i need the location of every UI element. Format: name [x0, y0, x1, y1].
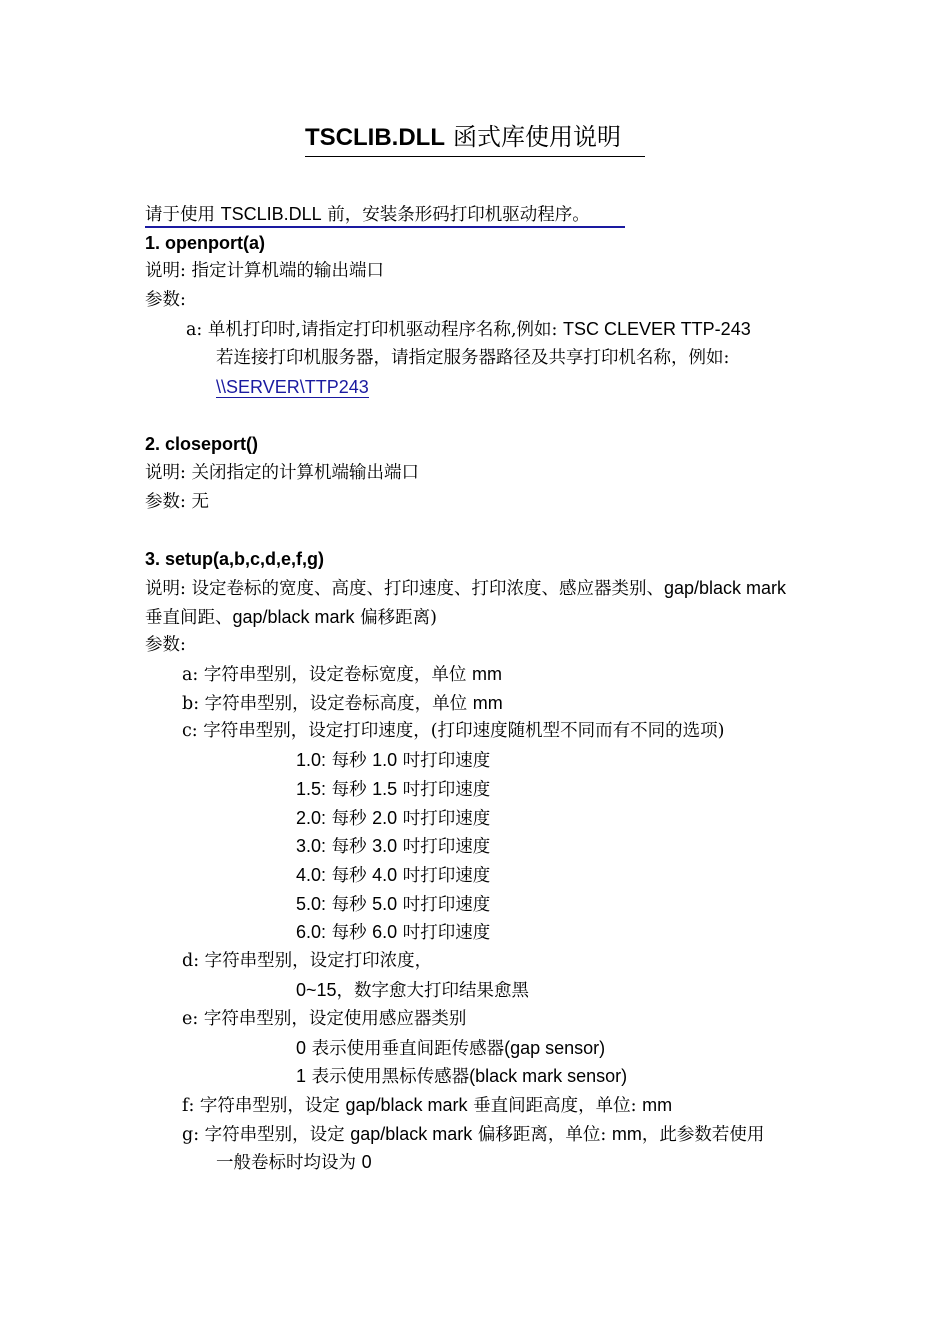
sec3-b-unit: mm — [472, 693, 503, 713]
sec3-d-range — [296, 978, 529, 1003]
intro-note — [145, 202, 625, 228]
sec2-desc: 说明: 关闭指定的计算机端输出端口 — [145, 463, 419, 483]
sec2-params: 参数: 无 — [145, 492, 209, 512]
server-path-link[interactable]: \\SERVER\TTP243 — [216, 377, 369, 397]
speed-item: 1.5: 每秒 1.5 吋打印速度 — [296, 779, 491, 800]
sec3-e-option-0: 0 表示使用垂直间距传感器(gap sensor) — [296, 1038, 606, 1059]
sec3-param-g: g: 字符串型别，设定 gap/black mark 偏移距离，单位: mm，此参数若使用 — [182, 1124, 765, 1145]
sec3-param-d: d: 字符串型别，设定打印浓度， — [182, 951, 433, 971]
sec1-a-line3 — [216, 375, 369, 400]
sec3-desc2-cn1: 垂直间距、 — [145, 608, 233, 628]
sec3-desc-line2 — [145, 605, 437, 630]
sec1-a-line2: 若连接打印机服务器，请指定服务器路径及共享打印机名称，例如: — [216, 348, 730, 368]
sec1-a-text: a: 单机打印时,请指定打印机驱动程序名称,例如: — [186, 320, 563, 340]
sec3-param-c: c: 字符串型别，设定打印速度，(打印速度随机型不同而有不同的选项) — [182, 721, 725, 741]
speed-item: 6.0: 每秒 6.0 吋打印速度 — [296, 922, 491, 943]
intro-suffix: 前，安装条形码打印机驱动程序。 — [327, 205, 590, 225]
sec3-heading: 3. setup(a,b,c,d,e,f,g) — [145, 549, 325, 569]
sec3-a-text: a: 字符串型别，设定卷标宽度，单位 — [182, 665, 472, 685]
sec1-desc: 说明: 指定计算机端的输出端口 — [145, 261, 384, 281]
sec3-g-line2: 一般卷标时均设为 0 — [216, 1152, 372, 1173]
speed-item: 3.0: 每秒 3.0 吋打印速度 — [296, 836, 491, 857]
sec3-params: 参数: — [145, 635, 186, 655]
intro-dll: TSCLIB.DLL — [220, 204, 322, 224]
d-range-value: 0~15 — [296, 980, 337, 1000]
sec1-param-a — [186, 317, 751, 342]
speed-item: 5.0: 每秒 5.0 吋打印速度 — [296, 894, 491, 915]
speed-item: 2.0: 每秒 2.0 吋打印速度 — [296, 808, 491, 829]
sec3-e-option-1: 1 表示使用黑标传感器(black mark sensor) — [296, 1066, 628, 1087]
sec3-desc1-en: gap/black mark — [663, 578, 787, 598]
sec1-a-example: TSC CLEVER TTP-243 — [562, 319, 751, 339]
sec3-param-e: e: 字符串型别，设定使用感应器类别 — [182, 1009, 467, 1029]
title-chinese: 函式库使用说明 — [452, 123, 621, 151]
sec3-desc2-en: gap/black mark — [232, 607, 355, 627]
speed-item: 4.0: 每秒 4.0 吋打印速度 — [296, 865, 491, 886]
d-range-text: ，数字愈大打印结果愈黑 — [336, 981, 530, 1001]
speed-item: 1.0: 每秒 1.0 吋打印速度 — [296, 750, 491, 771]
sec3-b-text: b: 字符串型别，设定卷标高度，单位 — [182, 694, 473, 714]
sec1-params: 参数: — [145, 290, 186, 310]
intro-prefix: 请于使用 — [145, 205, 215, 225]
sec3-param-a — [182, 662, 502, 687]
sec3-a-unit: mm — [471, 664, 502, 684]
sec3-desc1-cn: 说明: 设定卷标的宽度、高度、打印速度、打印浓度、感应器类别、 — [145, 579, 664, 599]
page-title — [305, 122, 645, 157]
sec3-desc-line1 — [145, 576, 786, 601]
sec3-param-b — [182, 691, 503, 716]
sec1-heading: 1. openport(a) — [145, 233, 265, 253]
sec3-desc2-cn2: 偏移距离) — [354, 608, 437, 628]
sec3-param-f: f: 字符串型别，设定 gap/black mark 垂直间距高度，单位: mm — [182, 1095, 673, 1116]
title-dll-name: TSCLIB.DLL — [305, 124, 445, 151]
sec2-heading: 2. closeport() — [145, 434, 259, 454]
